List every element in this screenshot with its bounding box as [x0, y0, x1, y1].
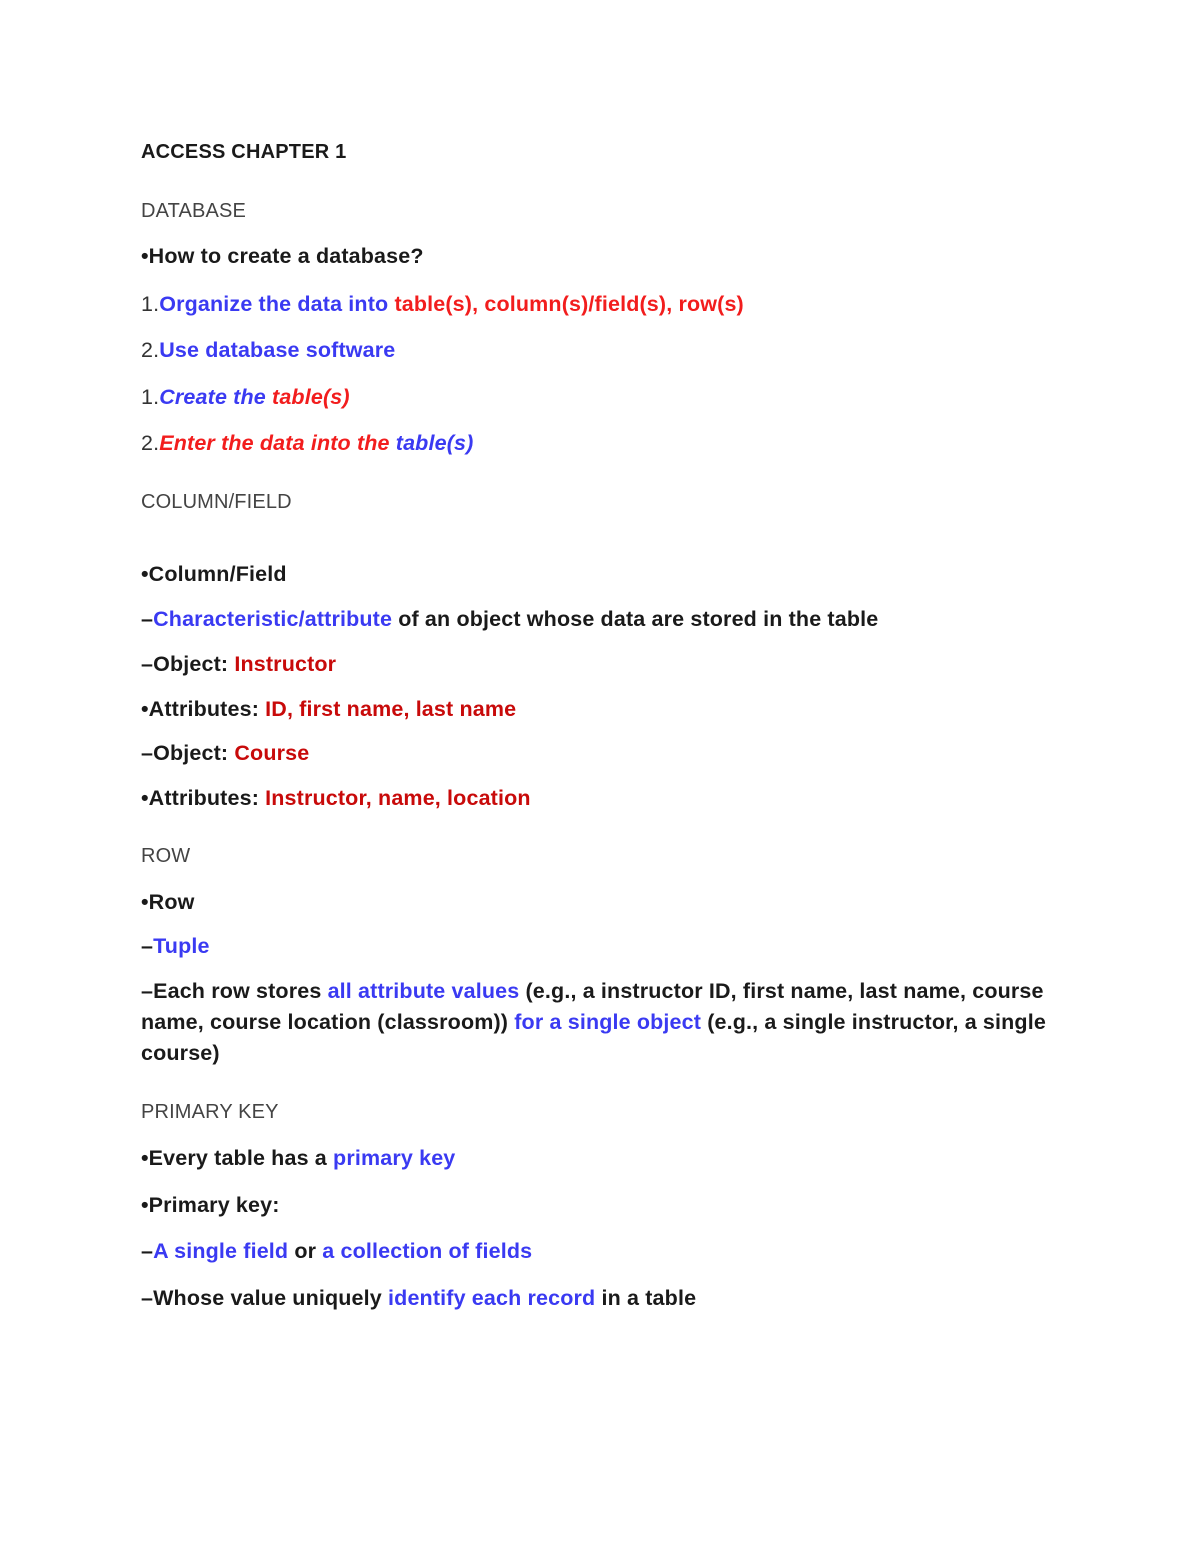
def-highlight: A single field: [153, 1239, 289, 1263]
database-substep-1: [141, 385, 350, 410]
substep-highlight: table(s): [395, 431, 474, 455]
substep-number: 1.: [141, 385, 160, 409]
definition-term: Characteristic/attribute: [153, 607, 393, 631]
object-value: Instructor: [234, 652, 337, 676]
object-label: –Object:: [141, 652, 235, 676]
heading-text: COLUMN/FIELD: [141, 491, 292, 513]
dash: –: [141, 934, 154, 958]
database-step-2: [141, 338, 395, 363]
definition-text: of an object whose data are stored in the table: [392, 607, 879, 631]
attributes-course: [141, 786, 531, 811]
substep-text: Enter the data into the: [159, 431, 396, 455]
section-heading-database: [141, 200, 246, 223]
def-highlight: a collection of fields: [322, 1239, 533, 1263]
column-field-bullet: [141, 562, 287, 587]
dash: –: [141, 607, 154, 631]
substep-text: Create the: [159, 385, 273, 409]
document-title: [141, 141, 346, 164]
desc-highlight: for a single object: [514, 1010, 702, 1034]
database-question: [141, 244, 424, 269]
bullet-text: •Column/Field: [141, 562, 287, 586]
bullet-text: •Primary key:: [141, 1193, 280, 1217]
step-text: Use database software: [159, 338, 396, 362]
tuple-text: Tuple: [153, 934, 210, 958]
bullet-highlight: primary key: [333, 1146, 456, 1170]
title-text: ACCESS CHAPTER 1: [141, 141, 347, 163]
dash: –: [141, 1239, 154, 1263]
section-heading-column-field: [141, 491, 292, 514]
step-number: 2.: [141, 338, 160, 362]
row-bullet: [141, 890, 195, 915]
substep-highlight: table(s): [272, 385, 350, 409]
object-label: –Object:: [141, 741, 235, 765]
bullet-text: •Every table has a: [141, 1146, 334, 1170]
row-tuple: [141, 934, 210, 959]
def-highlight: identify each record: [388, 1286, 596, 1310]
database-substep-2: [141, 431, 473, 456]
question-text: •How to create a database?: [141, 244, 424, 268]
primary-key-def-1: [141, 1239, 532, 1264]
attributes-value: Instructor, name, location: [265, 786, 531, 810]
desc-text: (e.g., a instructor ID, first name, last name, course name, course location (classroom)): [141, 979, 1044, 1034]
desc-highlight: all attribute values: [327, 979, 520, 1003]
substep-number: 2.: [141, 431, 160, 455]
attributes-value: ID, first name, last name: [265, 697, 517, 721]
section-heading-primary-key: [141, 1101, 279, 1124]
step-highlight: table(s), column(s)/field(s), row(s): [394, 292, 744, 316]
section-heading-row: [141, 845, 190, 868]
primary-key-bullet-1: [141, 1146, 455, 1171]
object-value: Course: [234, 741, 310, 765]
desc-text: (e.g., a single instructor, a single course): [141, 1010, 1046, 1065]
attributes-label: •Attributes:: [141, 697, 266, 721]
def-text: in a table: [595, 1286, 697, 1310]
bullet-text: •Row: [141, 890, 195, 914]
primary-key-bullet-2: [141, 1193, 280, 1218]
def-text: –Whose value uniquely: [141, 1286, 389, 1310]
def-text: or: [288, 1239, 323, 1263]
primary-key-def-2: [141, 1286, 696, 1311]
heading-text: DATABASE: [141, 200, 246, 222]
object-course: [141, 741, 309, 766]
column-field-definition: [141, 607, 878, 632]
database-step-1: [141, 292, 744, 317]
object-instructor: [141, 652, 336, 677]
attributes-label: •Attributes:: [141, 786, 266, 810]
heading-text: ROW: [141, 845, 191, 867]
heading-text: PRIMARY KEY: [141, 1101, 279, 1123]
desc-text: –Each row stores: [141, 979, 328, 1003]
attributes-instructor: [141, 697, 516, 722]
row-description: [141, 976, 1061, 1069]
step-text: Organize the data into: [159, 292, 395, 316]
step-number: 1.: [141, 292, 160, 316]
